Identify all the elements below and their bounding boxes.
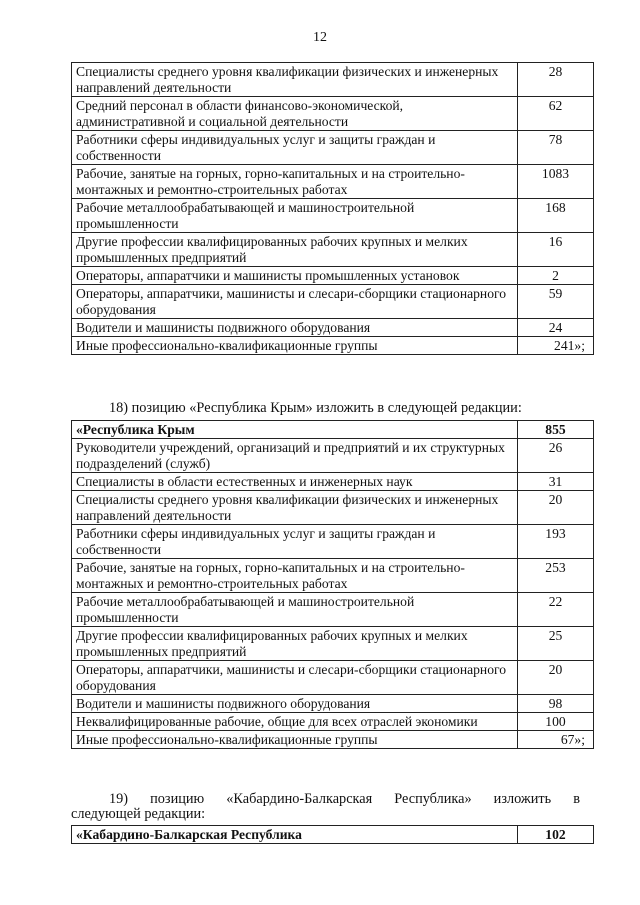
occupation-group-name: Неквалифицированные рабочие, общие для всех отраслей экономики xyxy=(72,713,518,731)
occupation-group-count: 20 xyxy=(518,491,594,525)
occupation-group-count: 1083 xyxy=(518,165,594,199)
occupation-group-name: Водители и машинисты подвижного оборудования xyxy=(72,695,518,713)
table-row xyxy=(72,233,594,267)
region-total: 855 xyxy=(518,421,594,439)
occupation-group-name: Операторы, аппаратчики, машинисты и слесари-сборщики стационарного оборудования xyxy=(72,285,518,319)
table-1-body xyxy=(72,63,594,355)
region-name: «Республика Крым xyxy=(72,421,518,439)
occupation-group-count: 78 xyxy=(518,131,594,165)
paragraph-19-line-1: 19) позицию «Кабардино-Балкарская Республика» изложить в xyxy=(109,791,580,807)
table-row xyxy=(72,131,594,165)
table-row xyxy=(72,319,594,337)
table-row xyxy=(72,731,594,749)
occupation-group-count: 22 xyxy=(518,593,594,627)
occupation-group-name: Рабочие металлообрабатывающей и машиностроительной промышленности xyxy=(72,199,518,233)
table-row xyxy=(72,267,594,285)
table-2 xyxy=(71,420,594,749)
occupation-group-count: 59 xyxy=(518,285,594,319)
occupation-group-name: Работники сферы индивидуальных услуг и защиты граждан и собственности xyxy=(72,525,518,559)
table-row xyxy=(72,593,594,627)
occupation-group-name: Иные профессионально-квалификационные группы xyxy=(72,731,518,749)
occupation-group-count: 100 xyxy=(518,713,594,731)
occupation-group-count: 193 xyxy=(518,525,594,559)
occupation-group-count: 24 xyxy=(518,319,594,337)
table-row xyxy=(72,661,594,695)
occupation-group-count: 2 xyxy=(518,267,594,285)
table-2-header-row xyxy=(72,421,594,439)
occupation-group-count: 98 xyxy=(518,695,594,713)
occupation-group-name: Иные профессионально-квалификационные группы xyxy=(72,337,518,355)
occupation-group-name: Рабочие, занятые на горных, горно-капитальных и на строительно-монтажных и ремонтно-строительных работах xyxy=(72,165,518,199)
paragraph-19-line-2: следующей редакции: xyxy=(71,806,206,822)
table-row xyxy=(72,337,594,355)
occupation-group-name: Другие профессии квалифицированных рабочих крупных и мелких промышленных предприятий xyxy=(72,233,518,267)
occupation-group-count: 28 xyxy=(518,63,594,97)
occupation-group-name: Другие профессии квалифицированных рабочих крупных и мелких промышленных предприятий xyxy=(72,627,518,661)
occupation-group-name: Средний персонал в области финансово-экономической, административной и социальной деятельности xyxy=(72,97,518,131)
table-row xyxy=(72,285,594,319)
table-row xyxy=(72,473,594,491)
occupation-group-name: Руководители учреждений, организаций и предприятий и их структурных подразделений (служб) xyxy=(72,439,518,473)
occupation-group-count: 16 xyxy=(518,233,594,267)
occupation-group-name: Рабочие металлообрабатывающей и машиностроительной промышленности xyxy=(72,593,518,627)
occupation-group-count: 253 xyxy=(518,559,594,593)
paragraph-18: 18) позицию «Республика Крым» изложить в следующей редакции: xyxy=(109,400,522,416)
table-2-body xyxy=(72,421,594,749)
page-number: 12 xyxy=(313,30,327,45)
table-row xyxy=(72,627,594,661)
occupation-group-count: 168 xyxy=(518,199,594,233)
occupation-group-name: Рабочие, занятые на горных, горно-капитальных и на строительно-монтажных и ремонтно-строительных работах xyxy=(72,559,518,593)
table-row xyxy=(72,165,594,199)
occupation-group-count: 241»; xyxy=(518,337,594,355)
occupation-group-count: 20 xyxy=(518,661,594,695)
table-row xyxy=(72,97,594,131)
occupation-group-count: 25 xyxy=(518,627,594,661)
occupation-group-name: Специалисты среднего уровня квалификации физических и инженерных направлений деятельности xyxy=(72,491,518,525)
table-row xyxy=(72,695,594,713)
table-row xyxy=(72,713,594,731)
occupation-group-name: Водители и машинисты подвижного оборудования xyxy=(72,319,518,337)
region-total: 102 xyxy=(518,826,594,844)
table-row xyxy=(72,439,594,473)
region-name: «Кабардино-Балкарская Республика xyxy=(72,826,518,844)
table-3 xyxy=(71,825,594,844)
table-row xyxy=(72,525,594,559)
occupation-group-count: 62 xyxy=(518,97,594,131)
table-row xyxy=(72,559,594,593)
table-1 xyxy=(71,62,594,355)
table-row xyxy=(72,199,594,233)
occupation-group-name: Операторы, аппаратчики, машинисты и слесари-сборщики стационарного оборудования xyxy=(72,661,518,695)
occupation-group-name: Операторы, аппаратчики и машинисты промышленных установок xyxy=(72,267,518,285)
occupation-group-name: Специалисты в области естественных и инженерных наук xyxy=(72,473,518,491)
occupation-group-count: 67»; xyxy=(518,731,594,749)
occupation-group-name: Специалисты среднего уровня квалификации физических и инженерных направлений деятельности xyxy=(72,63,518,97)
occupation-group-count: 31 xyxy=(518,473,594,491)
occupation-group-name: Работники сферы индивидуальных услуг и защиты граждан и собственности xyxy=(72,131,518,165)
occupation-group-count: 26 xyxy=(518,439,594,473)
table-3-header-row xyxy=(72,826,594,844)
table-row xyxy=(72,63,594,97)
table-row xyxy=(72,491,594,525)
